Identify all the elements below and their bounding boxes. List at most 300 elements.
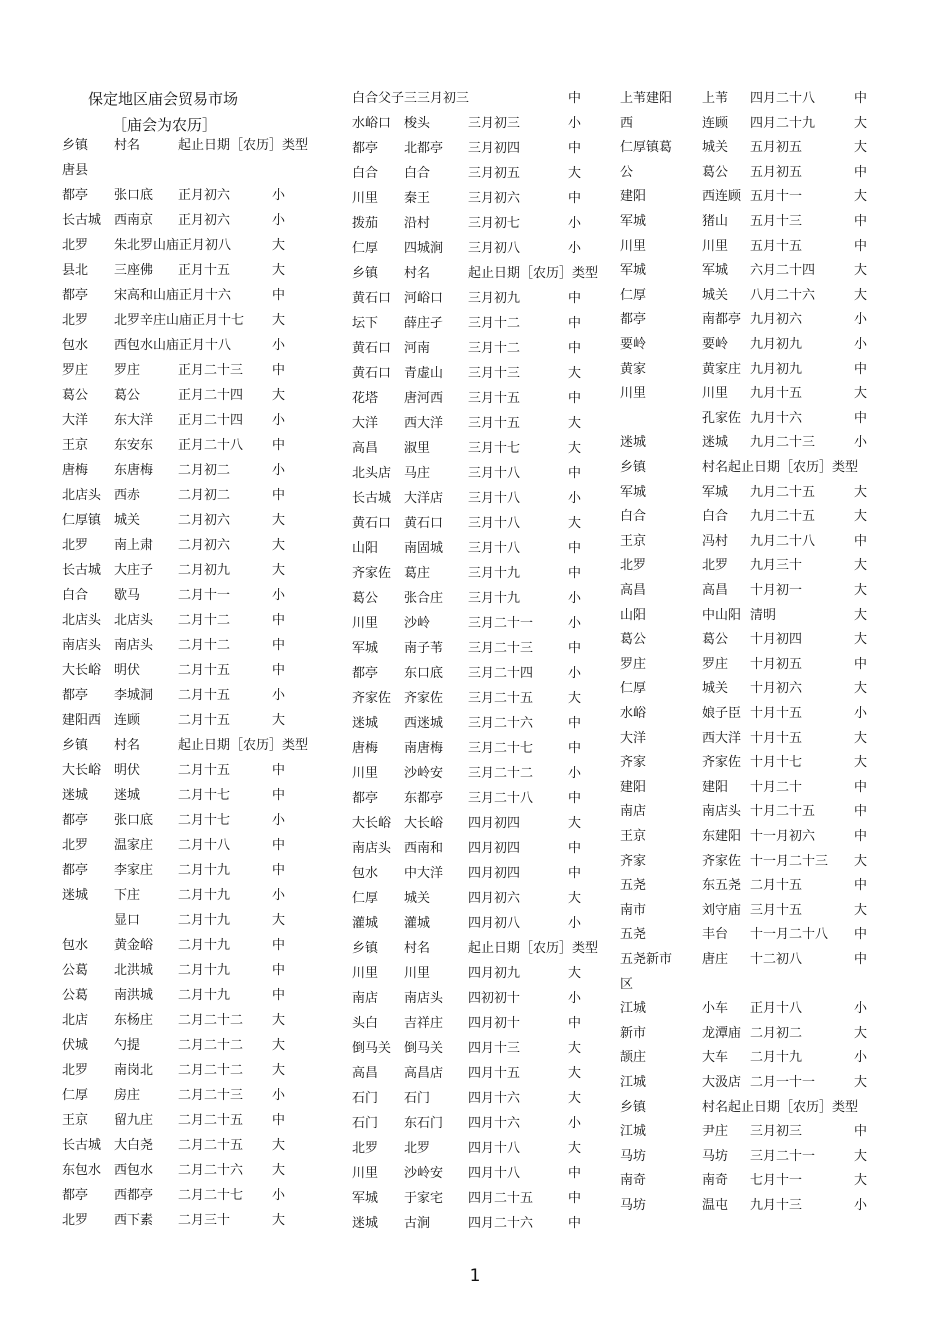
cell-type: 大 [272, 238, 286, 253]
cell-village: 城关 [702, 287, 729, 303]
cell-date: 三月二十七 [468, 741, 534, 756]
cell-village: 东唐梅 [114, 463, 154, 478]
cell-village: 东石门 [404, 1116, 444, 1131]
cell-date: 二月初二 [178, 488, 231, 503]
cell-village: 城关 [702, 681, 729, 697]
cell-village: 温家庄 [114, 838, 154, 853]
cell-village: 三座佛 [114, 263, 154, 278]
cell-date: 二月十九 [750, 1050, 803, 1066]
cell-town: 要岭 [620, 337, 647, 352]
cell-village: 丰台 [702, 927, 729, 943]
cell-town: 迷城 [352, 1216, 379, 1231]
cell-date: 八月二十六 [750, 287, 816, 303]
cell-date: 九月十六 [750, 410, 803, 426]
cell-type: 小 [568, 916, 582, 931]
cell-date: 四初初十 [468, 991, 521, 1006]
cell-type: 大 [272, 513, 286, 528]
cell-town: 颉庄 [620, 1050, 647, 1066]
page-number: 1 [469, 1266, 481, 1286]
cell-date: 四月十五 [468, 1066, 521, 1081]
cell-type: 大 [568, 1066, 582, 1081]
cell-date: 三月初八 [468, 241, 521, 256]
cell-town: 川里 [352, 191, 379, 206]
cell-village: 明伏 [114, 763, 141, 778]
cell-village: 大白尧 [114, 1138, 154, 1153]
cell-town: 大长峪 [352, 816, 392, 831]
cell-town: 迷城 [620, 435, 647, 451]
cell-date: 九月十三 [750, 1198, 803, 1213]
cell-village: 白合 [404, 166, 431, 181]
cell-date: 三月十五 [750, 902, 803, 918]
cell-date: 正月二十四 [178, 388, 244, 403]
cell-type: 中 [272, 763, 286, 778]
cell-village: 北洪城 [114, 963, 154, 978]
cell-date: 起止日期［农历］类型 [468, 266, 599, 281]
cell-village: 勺提 [114, 1038, 141, 1053]
cell-type: 大 [854, 263, 868, 279]
cell-town: 川里 [352, 1166, 379, 1181]
cell-date: 三月二十一 [750, 1148, 816, 1164]
cell-town: 黄石口 [352, 341, 392, 356]
cell-date: 三月二十一 [468, 616, 534, 631]
cell-date: 三月二十六 [468, 716, 534, 731]
cell-village: 北罗 [404, 1141, 431, 1156]
cell-village: 北罗辛庄山庙正月十七 [114, 313, 245, 328]
cell-town: 王京 [62, 1113, 89, 1128]
cell-type: 大 [568, 441, 582, 456]
cell-village: 西都亭 [114, 1188, 154, 1203]
cell-town: 唐梅 [62, 463, 89, 478]
cell-type: 大 [272, 1038, 286, 1053]
cell-town: 江城 [620, 1001, 647, 1017]
cell-town: 王京 [620, 829, 647, 844]
cell-village: 要岭 [702, 337, 729, 352]
cell-type: 小 [272, 588, 286, 603]
cell-type: 中 [272, 863, 286, 878]
cell-town: 乡镇 [352, 266, 379, 281]
cell-village: 西南和 [404, 841, 444, 856]
cell-type: 中 [854, 804, 868, 820]
cell-type: 大 [854, 730, 868, 746]
cell-type: 小 [568, 991, 582, 1006]
cell-town: 大长峪 [62, 763, 102, 778]
cell-town: 乡镇 [352, 941, 379, 956]
cell-village: 房庄 [114, 1088, 141, 1103]
cell-town: 公葛 [62, 963, 89, 978]
cell-type: 中 [568, 191, 582, 206]
cell-type: 中 [854, 238, 868, 254]
cell-date: 十月十七 [750, 755, 803, 771]
cell-type: 中 [854, 533, 868, 549]
cell-village: 黄家庄 [702, 361, 742, 377]
cell-date: 正月二十四 [178, 413, 244, 428]
cell-village: 连顾 [702, 115, 729, 131]
cell-town: 北罗 [62, 1213, 89, 1228]
cell-town: 军城 [620, 214, 647, 229]
cell-type: 中 [568, 841, 582, 856]
cell-type: 小 [272, 338, 286, 353]
cell-village: 罗庄 [114, 363, 141, 378]
cell-village: 西下素 [114, 1213, 154, 1228]
cell-date: 三月十二 [468, 341, 521, 356]
cell-village: 村名 [114, 138, 141, 153]
page-title: 保定地区庙会贸易市场 [88, 90, 239, 108]
cell-date: 十月初四 [750, 632, 803, 648]
cell-date: 九月二十五 [750, 509, 816, 525]
cell-village: 大车 [702, 1050, 729, 1066]
cell-town: 高昌 [352, 1066, 379, 1081]
cell-type: 大 [568, 1091, 582, 1106]
cell-town: 北罗 [62, 238, 89, 253]
cell-town: 军城 [620, 263, 647, 279]
cell-village: 上苇 [702, 91, 729, 106]
cell-town: 葛公 [620, 632, 647, 648]
cell-village: 东杨庄 [114, 1013, 154, 1028]
cell-date: 二月初九 [178, 563, 231, 578]
cell-village: 迷城 [702, 435, 729, 451]
cell-date: 九月十五 [750, 386, 803, 402]
cell-town: 川里 [352, 766, 379, 781]
cell-town: 葛公 [62, 388, 89, 403]
cell-village: 吉祥庄 [404, 1016, 444, 1031]
cell-date: 四月二十九 [750, 115, 816, 131]
cell-village: 葛公 [702, 164, 729, 180]
cell-type: 大 [272, 263, 286, 278]
cell-village: 齐家佐 [702, 755, 742, 771]
cell-type: 中 [854, 361, 868, 377]
cell-village: 唐河西 [404, 391, 444, 406]
cell-town: 五尧新市 [620, 952, 673, 967]
cell-village: 沙岭 [404, 616, 431, 631]
cell-date: 四月初十 [468, 1016, 521, 1031]
cell-date: 二月二十二 [178, 1038, 244, 1053]
cell-village: 张合庄 [404, 591, 444, 606]
cell-town: 白合 [620, 509, 647, 525]
cell-type: 中 [272, 663, 286, 678]
cell-village: 石门 [404, 1091, 431, 1106]
cell-village: 葛公 [114, 388, 141, 403]
cell-type: 小 [272, 213, 286, 228]
cell-date: 正月二十三 [178, 363, 244, 378]
cell-village: 西南京 [114, 213, 154, 228]
cell-date: 三月初三 [468, 116, 521, 131]
cell-date: 二月十二 [178, 613, 231, 628]
cell-type: 大 [854, 1025, 868, 1041]
cell-town: 都亭 [62, 813, 89, 828]
cell-town: 葛公 [352, 591, 379, 606]
cell-type: 大 [854, 755, 868, 771]
cell-type: 中 [854, 1124, 868, 1140]
cell-date: 三月初七 [468, 216, 521, 231]
cell-type: 大 [272, 313, 286, 328]
cell-village: 村名起止日期［农历］类型 [702, 1099, 859, 1115]
cell-town: 南店 [620, 804, 647, 820]
cell-date: 二月十九 [178, 963, 231, 978]
cell-type: 中 [272, 1113, 286, 1128]
cell-town: 长古城 [352, 491, 392, 506]
cell-town: 公 [620, 164, 634, 180]
cell-town: 山阳 [620, 607, 647, 623]
cell-town: 北头店 [352, 466, 392, 481]
cell-type: 小 [568, 766, 582, 781]
cell-type: 大 [854, 681, 868, 697]
cell-type: 大 [272, 1063, 286, 1078]
cell-village: 李城洞 [114, 688, 154, 703]
cell-village: 罗庄 [702, 656, 729, 672]
cell-town: 高昌 [620, 583, 647, 598]
cell-type: 大 [854, 140, 868, 156]
cell-town: 川里 [620, 386, 647, 402]
cell-type: 中 [568, 291, 582, 306]
cell-date: 二月十九 [178, 888, 231, 903]
cell-town: 都亭 [62, 188, 89, 203]
cell-type: 中 [568, 141, 582, 156]
cell-town: 县北 [62, 263, 89, 278]
cell-village: 村名 [404, 941, 431, 956]
cell-date: 三月十九 [468, 591, 521, 606]
cell-town: 大洋 [352, 416, 379, 431]
cell-type: 中 [272, 288, 286, 303]
cell-date: 二月二十六 [178, 1163, 244, 1178]
cell-town: 白合 [352, 166, 379, 181]
cell-date: 三月十九 [468, 566, 521, 581]
cell-town: 都亭 [62, 1188, 89, 1203]
cell-type: 中 [568, 1191, 582, 1206]
cell-village: 北店头 [114, 613, 154, 628]
cell-town: 乡镇 [620, 1099, 647, 1115]
cell-type: 中 [272, 988, 286, 1003]
cell-village: 西连顾 [702, 189, 742, 205]
cell-date: 三月十八 [468, 466, 521, 481]
cell-town: 东包水 [62, 1163, 102, 1178]
cell-village: 城关 [114, 513, 141, 528]
cell-type: 大 [568, 891, 582, 906]
cell-date: 九月三十 [750, 558, 803, 574]
cell-type: 大 [272, 388, 286, 403]
cell-village: 歇马 [114, 588, 141, 603]
cell-date: 二月二十五 [178, 1113, 244, 1128]
cell-village: 西迷城 [404, 716, 444, 731]
cell-town: 大洋 [620, 730, 647, 746]
cell-town: 南店头 [62, 638, 102, 653]
cell-village: 南固城 [404, 541, 444, 556]
cell-village: 南店头 [702, 804, 742, 820]
cell-town: 包水 [62, 938, 89, 953]
cell-village: 南洪城 [114, 988, 154, 1003]
cell-date: 三月十七 [468, 441, 521, 456]
cell-date: 十一月二十八 [750, 927, 829, 943]
cell-type: 小 [854, 1198, 868, 1213]
cell-date: 十月初六 [750, 681, 803, 697]
cell-type: 中 [568, 1216, 582, 1231]
cell-type: 小 [568, 216, 582, 231]
cell-date: 十一月二十三 [750, 853, 829, 869]
cell-village: 小车 [702, 1001, 729, 1017]
cell-village: 古涧 [404, 1216, 431, 1231]
cell-village: 军城 [702, 263, 729, 279]
cell-village: 齐家佐 [702, 853, 742, 869]
cell-type: 大 [854, 509, 868, 525]
cell-town: 黄石口 [352, 516, 392, 531]
cell-village: 淑里 [404, 441, 431, 456]
cell-date: 四月十八 [468, 1141, 521, 1156]
cell-date: 三月二十四 [468, 666, 534, 681]
cell-town: 齐家 [620, 853, 647, 869]
cell-type: 中 [568, 866, 582, 881]
cell-village: 中山阳 [702, 607, 742, 623]
cell-town: 北罗 [62, 1063, 89, 1078]
cell-town: 川里 [352, 966, 379, 981]
cell-town: 北罗 [62, 538, 89, 553]
cell-date: 二月二十二 [178, 1013, 244, 1028]
cell-date: 四月初九 [468, 966, 521, 981]
cell-village: 沙岭安 [404, 1166, 444, 1181]
cell-type: 大 [272, 1163, 286, 1178]
cell-village: 龙潭庙 [702, 1025, 742, 1041]
cell-date: 二月初六 [178, 538, 231, 553]
cell-date: 二月十五 [178, 713, 231, 728]
cell-date: 四月十八 [468, 1166, 521, 1181]
cell-village: 大长峪 [404, 816, 444, 831]
cell-date: 三月十五 [468, 391, 521, 406]
cell-village: 村名 [114, 738, 141, 753]
cell-type: 小 [272, 813, 286, 828]
cell-town: 仁厚镇葛 [620, 140, 673, 156]
cell-town: 建阳 [620, 779, 647, 795]
cell-town: 迷城 [62, 788, 89, 803]
cell-date: 三月二十二 [468, 766, 534, 781]
cell-town: 水峪 [620, 706, 647, 721]
cell-village: 村名 [404, 266, 431, 281]
cell-village: 迷城 [114, 788, 141, 803]
cell-date: 二月十一 [178, 588, 231, 603]
cell-village: 南唐梅 [404, 741, 444, 756]
cell-village: 南都亭 [702, 312, 742, 328]
cell-type: 中 [854, 410, 868, 426]
cell-village: 南子苇 [404, 641, 444, 656]
cell-type: 大 [568, 1141, 582, 1156]
cell-date: 四月初八 [468, 916, 521, 931]
cell-type: 中 [272, 363, 286, 378]
cell-village: 北都亭 [404, 141, 444, 156]
cell-town: 五尧 [620, 878, 647, 894]
cell-town: 都亭 [352, 141, 379, 156]
cell-town: 王京 [620, 533, 647, 549]
cell-village: 西包水 [114, 1163, 154, 1178]
cell-village: 川里 [702, 386, 729, 402]
cell-type: 中 [272, 638, 286, 653]
cell-date: 正月十五 [178, 263, 231, 278]
cell-village: 川里 [404, 966, 431, 981]
cell-village: 西包水山庙正月十八 [114, 338, 232, 353]
cell-village: 宋高和山庙正月十六 [114, 288, 232, 303]
cell-village: 西赤 [114, 488, 141, 503]
cell-type: 大 [854, 484, 868, 500]
cell-town: 江城 [620, 1124, 647, 1140]
cell-town: 长古城 [62, 1138, 102, 1153]
cell-type: 小 [854, 337, 868, 352]
cell-date: 二月十七 [178, 813, 231, 828]
cell-date: 三月初四 [468, 141, 521, 156]
cell-type: 中 [272, 788, 286, 803]
cell-date: 二月二十三 [178, 1088, 244, 1103]
cell-type: 中 [568, 341, 582, 356]
cell-village: 西大洋 [404, 416, 444, 431]
cell-town: 北罗 [352, 1141, 379, 1156]
cell-type: 中 [272, 838, 286, 853]
cell-village: 葛公 [702, 632, 729, 648]
cell-type: 小 [568, 666, 582, 681]
cell-date: 九月二十五 [750, 484, 816, 500]
cell-date: 二月十五 [178, 688, 231, 703]
cell-type: 中 [272, 613, 286, 628]
cell-type: 大 [854, 632, 868, 648]
cell-village: 川里 [702, 238, 729, 254]
cell-date: 正月二十八 [178, 438, 244, 453]
cell-date: 三月初三 [750, 1124, 803, 1140]
cell-village: 北罗 [702, 558, 729, 574]
cell-village: 军城 [702, 484, 729, 500]
cell-village: 沙岭安 [404, 766, 444, 781]
cell-date: 正月初六 [178, 188, 231, 203]
cell-town: 北店头 [62, 613, 102, 628]
cell-town: 石门 [352, 1091, 379, 1106]
cell-town: 上苇建阳 [620, 91, 673, 106]
cell-town: 都亭 [62, 288, 89, 303]
cell-date: 五月十三 [750, 214, 803, 229]
cell-date: 清明 [750, 607, 777, 623]
cell-date: 四月初四 [468, 816, 521, 831]
cell-type: 中 [568, 741, 582, 756]
cell-town: 新市 [620, 1025, 647, 1041]
cell-village: 大庄子 [114, 563, 154, 578]
cell-village: 下庄 [114, 888, 141, 903]
cell-type: 大 [854, 1173, 868, 1189]
cell-town: 齐家佐 [352, 566, 392, 581]
cell-type: 大 [272, 913, 286, 928]
cell-town: 仁厚 [620, 681, 647, 697]
cell-type: 中 [568, 716, 582, 731]
cell-village: 青虚山 [404, 366, 444, 381]
cell-type: 小 [568, 116, 582, 131]
cell-village: 马坊 [702, 1148, 729, 1164]
cell-town: 白合 [62, 588, 89, 603]
cell-village: 南奇 [702, 1173, 729, 1189]
cell-type: 中 [272, 963, 286, 978]
cell-type: 小 [272, 688, 286, 703]
cell-town: 大洋 [62, 413, 89, 428]
cell-date: 二月十九 [178, 913, 231, 928]
cell-date: 四月初六 [468, 891, 521, 906]
cell-town: 倒马关 [352, 1041, 392, 1056]
cell-type: 大 [568, 966, 582, 981]
cell-date: 九月初九 [750, 361, 803, 377]
cell-town: 大长峪 [62, 663, 102, 678]
cell-village: 东建阳 [702, 829, 742, 844]
cell-type: 大 [854, 607, 868, 623]
cell-village: 李家庄 [114, 863, 154, 878]
cell-type: 中 [854, 878, 868, 894]
cell-type: 中 [272, 938, 286, 953]
cell-village: 东口底 [404, 666, 444, 681]
cell-type: 大 [568, 166, 582, 181]
cell-village: 黄石口 [404, 516, 444, 531]
cell-village: 唐庄 [702, 952, 729, 967]
cell-date: 十月二十五 [750, 804, 816, 820]
cell-type: 中 [272, 438, 286, 453]
cell-type: 大 [854, 189, 868, 205]
cell-date: 四月初四 [468, 866, 521, 881]
